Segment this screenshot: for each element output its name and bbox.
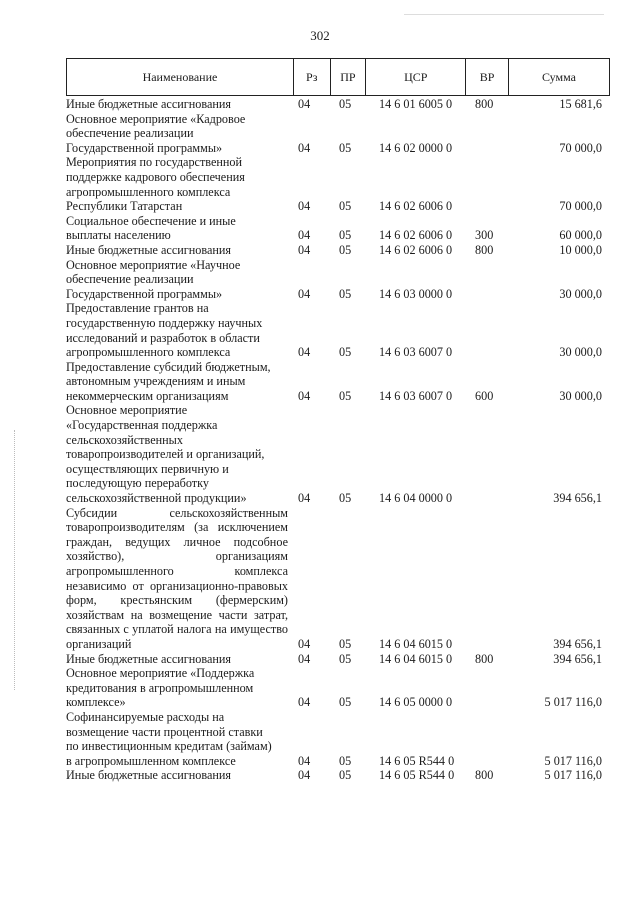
table-row [66,97,610,112]
row-sum: 70 000,0 [559,140,602,155]
row-pr: 05 [339,286,352,301]
row-csr: 14 6 03 0000 0 [379,286,453,301]
row-vr: 300 [475,228,494,243]
row-sum: 5 017 116,0 [544,768,602,783]
row-pr: 05 [339,491,352,506]
row-pr: 05 [339,388,352,403]
row-vr: 800 [475,651,494,666]
row-csr: 14 6 05 R544 0 [379,768,455,783]
row-rz: 04 [298,228,311,243]
row-csr: 14 6 03 6007 0 [379,345,453,360]
row-rz: 04 [298,695,311,710]
row-rz: 04 [298,97,311,111]
row-pr: 05 [339,768,352,783]
row-sum: 394 656,1 [553,636,602,651]
row-rz: 04 [298,753,311,768]
row-sum: 5 017 116,0 [544,753,602,768]
table-row [66,666,610,710]
row-sum: 60 000,0 [559,228,602,243]
row-csr: 14 6 02 0000 0 [379,140,453,155]
row-name: Иные бюджетные ассигнования [66,651,232,666]
row-name: Основное мероприятие «Кадровое обеспечение реализации Государственной программы» [66,111,246,155]
row-name: Иные бюджетные ассигнования [66,97,232,111]
row-vr: 600 [475,388,494,403]
row-sum: 394 656,1 [553,491,602,506]
table-row [66,112,610,156]
table-row [66,652,610,667]
row-pr: 05 [339,199,352,214]
row-rz: 04 [298,768,311,783]
row-rz: 04 [298,345,311,360]
table-row [66,710,610,768]
row-sum: 394 656,1 [553,651,602,666]
row-sum: 5 017 116,0 [544,695,602,710]
table-header [66,58,610,96]
table-row [66,403,610,505]
row-vr: 800 [475,242,494,257]
row-vr: 800 [475,768,494,783]
row-pr: 05 [339,636,352,651]
row-name: Основное мероприятие «Поддержка кредитования в агропромышленном комплексе» [66,666,255,710]
row-rz: 04 [298,636,311,651]
table-row [66,214,610,243]
header-name: Наименование [67,59,294,95]
table-row [66,360,610,404]
row-rz: 04 [298,651,311,666]
row-csr: 14 6 03 6007 0 [379,388,453,403]
row-pr: 05 [339,228,352,243]
page-number: 302 [310,28,330,43]
header-sum: Сумма [541,69,576,84]
row-csr: 14 6 02 6006 0 [379,199,453,214]
row-name: Основное мероприятие «Научное обеспечение реализации Государственной программы» [66,257,241,301]
row-name: Субсидии сельскохозяйственным товаропроизводителям (за исключением граждан, ведущих личное подсобное хозяйство), организациям агропромышленного комплекса независимо от организационно-правовых форм, крестьянским (фермерским) хозяйствам на возмещение части затрат, связанных с уплатой налога на имущество организаций [66,505,288,651]
header-vr: ВР [466,59,509,95]
row-name: Предоставление грантов на государственную поддержку научных исследований и разработок в области агропромышленного комплекса [66,301,263,360]
row-name: Предоставление субсидий бюджетным, автономным учреждениям и иным некоммерческим организациям [66,359,271,403]
row-sum: 30 000,0 [559,345,602,360]
table-row [66,155,610,213]
row-pr: 05 [339,345,352,360]
row-pr: 05 [339,695,352,710]
row-pr: 05 [339,753,352,768]
row-pr: 05 [339,140,352,155]
row-rz: 04 [298,286,311,301]
row-csr: 14 6 02 6006 0 [379,228,453,243]
row-rz: 04 [298,199,311,214]
table-row [66,768,610,783]
row-name: Софинансируемые расходы на возмещение части процентной ставки по инвестиционным кредитам (займам) в агропромышленном комплексе [66,709,272,768]
header-csr: ЦСР [366,59,466,95]
table-body [66,97,610,783]
header-rz: Рз [294,59,331,95]
table-row [66,243,610,258]
table-row [66,506,610,652]
row-sum: 70 000,0 [559,199,602,214]
row-name: Иные бюджетные ассигнования [66,242,232,257]
row-name: Основное мероприятие «Государственная поддержка сельскохозяйственных товаропроизводителей и организаций, осуществляющих первичную и последующую переработку сельскохозяйственной продукции» [66,403,265,506]
row-pr: 05 [339,651,352,666]
scan-artifact-line [404,14,604,15]
row-sum: 30 000,0 [559,286,602,301]
scan-margin-marks [14,430,16,690]
row-pr: 05 [339,97,352,111]
row-pr: 05 [339,242,352,257]
row-name: Иные бюджетные ассигнования [66,768,232,783]
row-rz: 04 [298,242,311,257]
row-rz: 04 [298,491,311,506]
row-rz: 04 [298,140,311,155]
row-name: Социальное обеспечение и иные выплаты населению [66,213,236,243]
row-sum: 30 000,0 [559,388,602,403]
row-name: Мероприятия по государственной поддержке кадрового обеспечения агропромышленного комплекса Республики Татарстан [66,155,245,214]
row-csr: 14 6 04 6015 0 [379,651,453,666]
row-rz: 04 [298,388,311,403]
header-pr: ПР [331,59,367,95]
row-sum: 15 681,6 [559,97,602,111]
table-row [66,301,610,359]
row-csr: 14 6 01 6005 0 [379,97,453,111]
table-row [66,258,610,302]
row-csr: 14 6 04 6015 0 [379,636,453,651]
row-csr: 14 6 05 R544 0 [379,753,455,768]
row-csr: 14 6 05 0000 0 [379,695,453,710]
row-csr: 14 6 02 6006 0 [379,242,453,257]
row-vr: 800 [475,97,494,111]
row-csr: 14 6 04 0000 0 [379,491,453,506]
row-sum: 10 000,0 [559,242,602,257]
